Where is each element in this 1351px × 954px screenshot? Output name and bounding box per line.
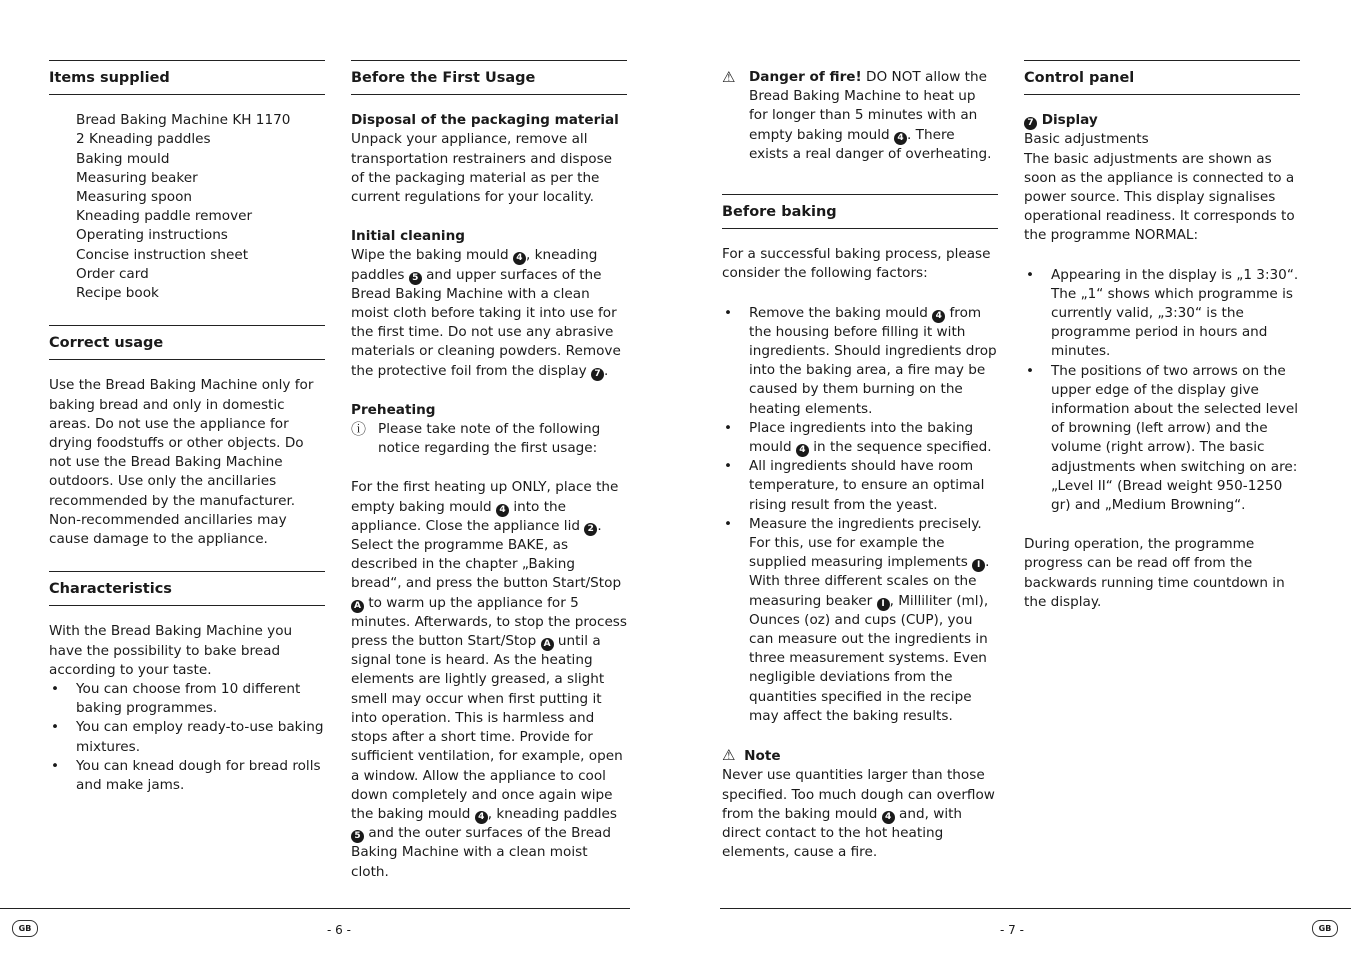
subheading: 7 Display (1024, 111, 1300, 130)
marker-a-icon: A (541, 638, 554, 651)
control-panel-section (1024, 60, 1300, 612)
paragraph: Never use quantities larger than those specified. Too much dough can overflow from the baking mould 4 and, with direct contact to the hot heating elements, cause a fire. (722, 767, 995, 861)
before-baking-section (722, 194, 998, 862)
list-item: • You can choose from 10 different baking programmes. (49, 680, 325, 718)
paragraph: Basic adjustments (1024, 131, 1149, 148)
bullet-list (1024, 266, 1300, 516)
list-item: • You can employ ready-to-use baking mixtures. (49, 718, 325, 756)
list-item: Bread Baking Machine KH 1170 (76, 112, 291, 129)
paragraph: With the Bread Baking Machine you have the possibility to bake bread according to your taste. (49, 623, 293, 678)
list-item: • Measure the ingredients precisely. For this, use for example the supplied measuring implements I . With three different scales on the measuring beaker I , Milliliter (ml), Ounces (oz) and cups (CUP), you can measure out the ingredients in three measurement systems. Even negligible deviations from the quantities specified in the recipe may affect the baking results. (722, 515, 998, 726)
page-number-right: - 7 - (1000, 923, 1024, 937)
language-badge-right: GB (1312, 920, 1338, 937)
marker-4-icon: 4 (882, 811, 895, 824)
marker-4-icon: 4 (932, 310, 945, 323)
column-4 (1024, 60, 1300, 612)
items-supplied-section (49, 60, 325, 303)
subheading: Preheating (351, 401, 436, 418)
info-icon: ⓘ (351, 420, 367, 439)
characteristics-section (49, 571, 325, 795)
list-item: Operating instructions (76, 227, 228, 244)
list-item: Order card (76, 265, 149, 282)
marker-7-icon: 7 (591, 368, 604, 381)
marker-4-icon: 4 (513, 252, 526, 265)
items-list (49, 111, 325, 303)
marker-i-icon: I (972, 559, 985, 572)
marker-4-icon: 4 (475, 811, 488, 824)
section-title: Control panel (1024, 61, 1300, 95)
bullet-list (722, 304, 998, 726)
footer-rule-left (0, 908, 630, 909)
list-item: Measuring beaker (76, 169, 198, 186)
list-item: Concise instruction sheet (76, 246, 249, 263)
marker-a-icon: A (351, 600, 364, 613)
marker-5-icon: 5 (351, 830, 364, 843)
note-heading: ⚠ Note (722, 746, 781, 765)
footer-rule-right (720, 908, 1351, 909)
language-badge-left: GB (12, 920, 38, 937)
danger-warning: ⚠ Danger of fire! DO NOT allow the Bread Baking Machine to heat up for longer than 5 minutes with an empty baking mould 4 . There exists a real danger of overheating. (722, 68, 992, 162)
subheading: Disposal of the packaging material (351, 112, 619, 129)
column-1 (49, 60, 325, 795)
list-item: Kneading paddle remover (76, 208, 253, 225)
column-3 (722, 60, 998, 862)
marker-2-icon: 2 (584, 523, 597, 536)
info-notice: ⓘ Please take note of the following notice regarding the first usage: (351, 420, 601, 457)
subheading: Initial cleaning (351, 228, 465, 245)
warning-triangle-icon: ⚠ (722, 746, 736, 765)
paragraph: The basic adjustments are shown as soon as the appliance is connected to a power source. This display signalises operational readiness. It corresponds to the programme NORMAL: (1024, 150, 1295, 244)
warning-triangle-icon: ⚠ (722, 68, 736, 86)
list-item: 2 Kneading paddles (76, 131, 211, 148)
marker-7-icon: 7 (1024, 117, 1037, 130)
paragraph: Wipe the baking mould 4 , kneading paddles 5 and upper surfaces of the Bread Baking Machine with a clean moist cloth before taking it into use for the first time. Do not use any abrasive materials or cleaning powders. Remove the protective foil from the display 7 . (351, 247, 621, 379)
section-title: Before the First Usage (351, 61, 627, 95)
section-title: Correct usage (49, 326, 325, 360)
list-item: • Place ingredients into the baking mould 4 in the sequence specified. (722, 419, 998, 457)
paragraph: For a successful baking process, please consider the following factors: (722, 246, 991, 282)
list-item: • Remove the baking mould 4 from the housing before filling it with ingredients. Should ingredients drop into the baking area, a fire may be caused by them burning on the heating elements. (722, 304, 998, 419)
list-item: • Appearing in the display is „1 3:30“. The „1“ shows which programme is currently valid, „3:30“ is the programme period in hours and minutes. (1024, 266, 1300, 362)
marker-4-icon: 4 (796, 444, 809, 457)
list-item: • All ingredients should have room temperature, to ensure an optimal rising result from the yeast. (722, 457, 998, 515)
section-title: Before baking (722, 195, 998, 229)
before-first-usage-section (351, 60, 627, 882)
paragraph: Unpack your appliance, remove all transportation restrainers and dispose of the packaging material as per the current regulations for your locality. (351, 131, 613, 206)
paragraph: For the first heating up ONLY, place the empty baking mould 4 into the appliance. Close the appliance lid 2 . Select the programme BAKE, as described in the chapter „Baking bread“, and press the button Start/Stop A to warm up the appliance for 5 minutes. Afterwards, to stop the process press the button Start/Stop A until a signal tone is heard. As the heating elements are lightly greased, a slight smell may occur when first putting it into operation. This is harmless and stops after a short time. Provide for sufficient ventilation, for example, open a window. Allow the appliance to cool down completely and once again wipe the baking mould 4 , kneading paddles 5 and the outer surfaces of the Bread Baking Machine with a clean moist cloth. (351, 479, 627, 880)
marker-4-icon: 4 (894, 132, 907, 145)
marker-4-icon: 4 (496, 504, 509, 517)
list-item: Measuring spoon (76, 189, 193, 206)
list-item: • You can knead dough for bread rolls and make jams. (49, 757, 325, 795)
list-item: • The positions of two arrows on the upper edge of the display give information about the selected level of browning (left arrow) and the volume (right arrow). The basic adjustments when switching on are: „Level II“ (Bread weight 950-1250 gr) and „Medium Browning“. (1024, 362, 1300, 516)
correct-usage-section (49, 325, 325, 549)
paragraph: During operation, the programme progress can be read off from the backwards running time countdown in the display. (1024, 536, 1285, 610)
bullet-list (49, 680, 325, 795)
marker-5-icon: 5 (409, 272, 422, 285)
paragraph: Use the Bread Baking Machine only for baking bread and only in domestic areas. Do not use the appliance for drying foodstuffs or other objects. Do not use the Bread Baking Machine outdoors. Use only the ancillaries recommended by the manufacturer. Non-recommended ancillaries may cause damage to the appliance. (49, 377, 314, 548)
marker-i-icon: I (877, 598, 890, 611)
section-title: Items supplied (49, 61, 325, 95)
list-item: Recipe book (76, 285, 159, 302)
section-title: Characteristics (49, 572, 325, 606)
page-number-left: - 6 - (327, 923, 351, 937)
list-item: Baking mould (76, 150, 170, 167)
column-2 (351, 60, 627, 882)
